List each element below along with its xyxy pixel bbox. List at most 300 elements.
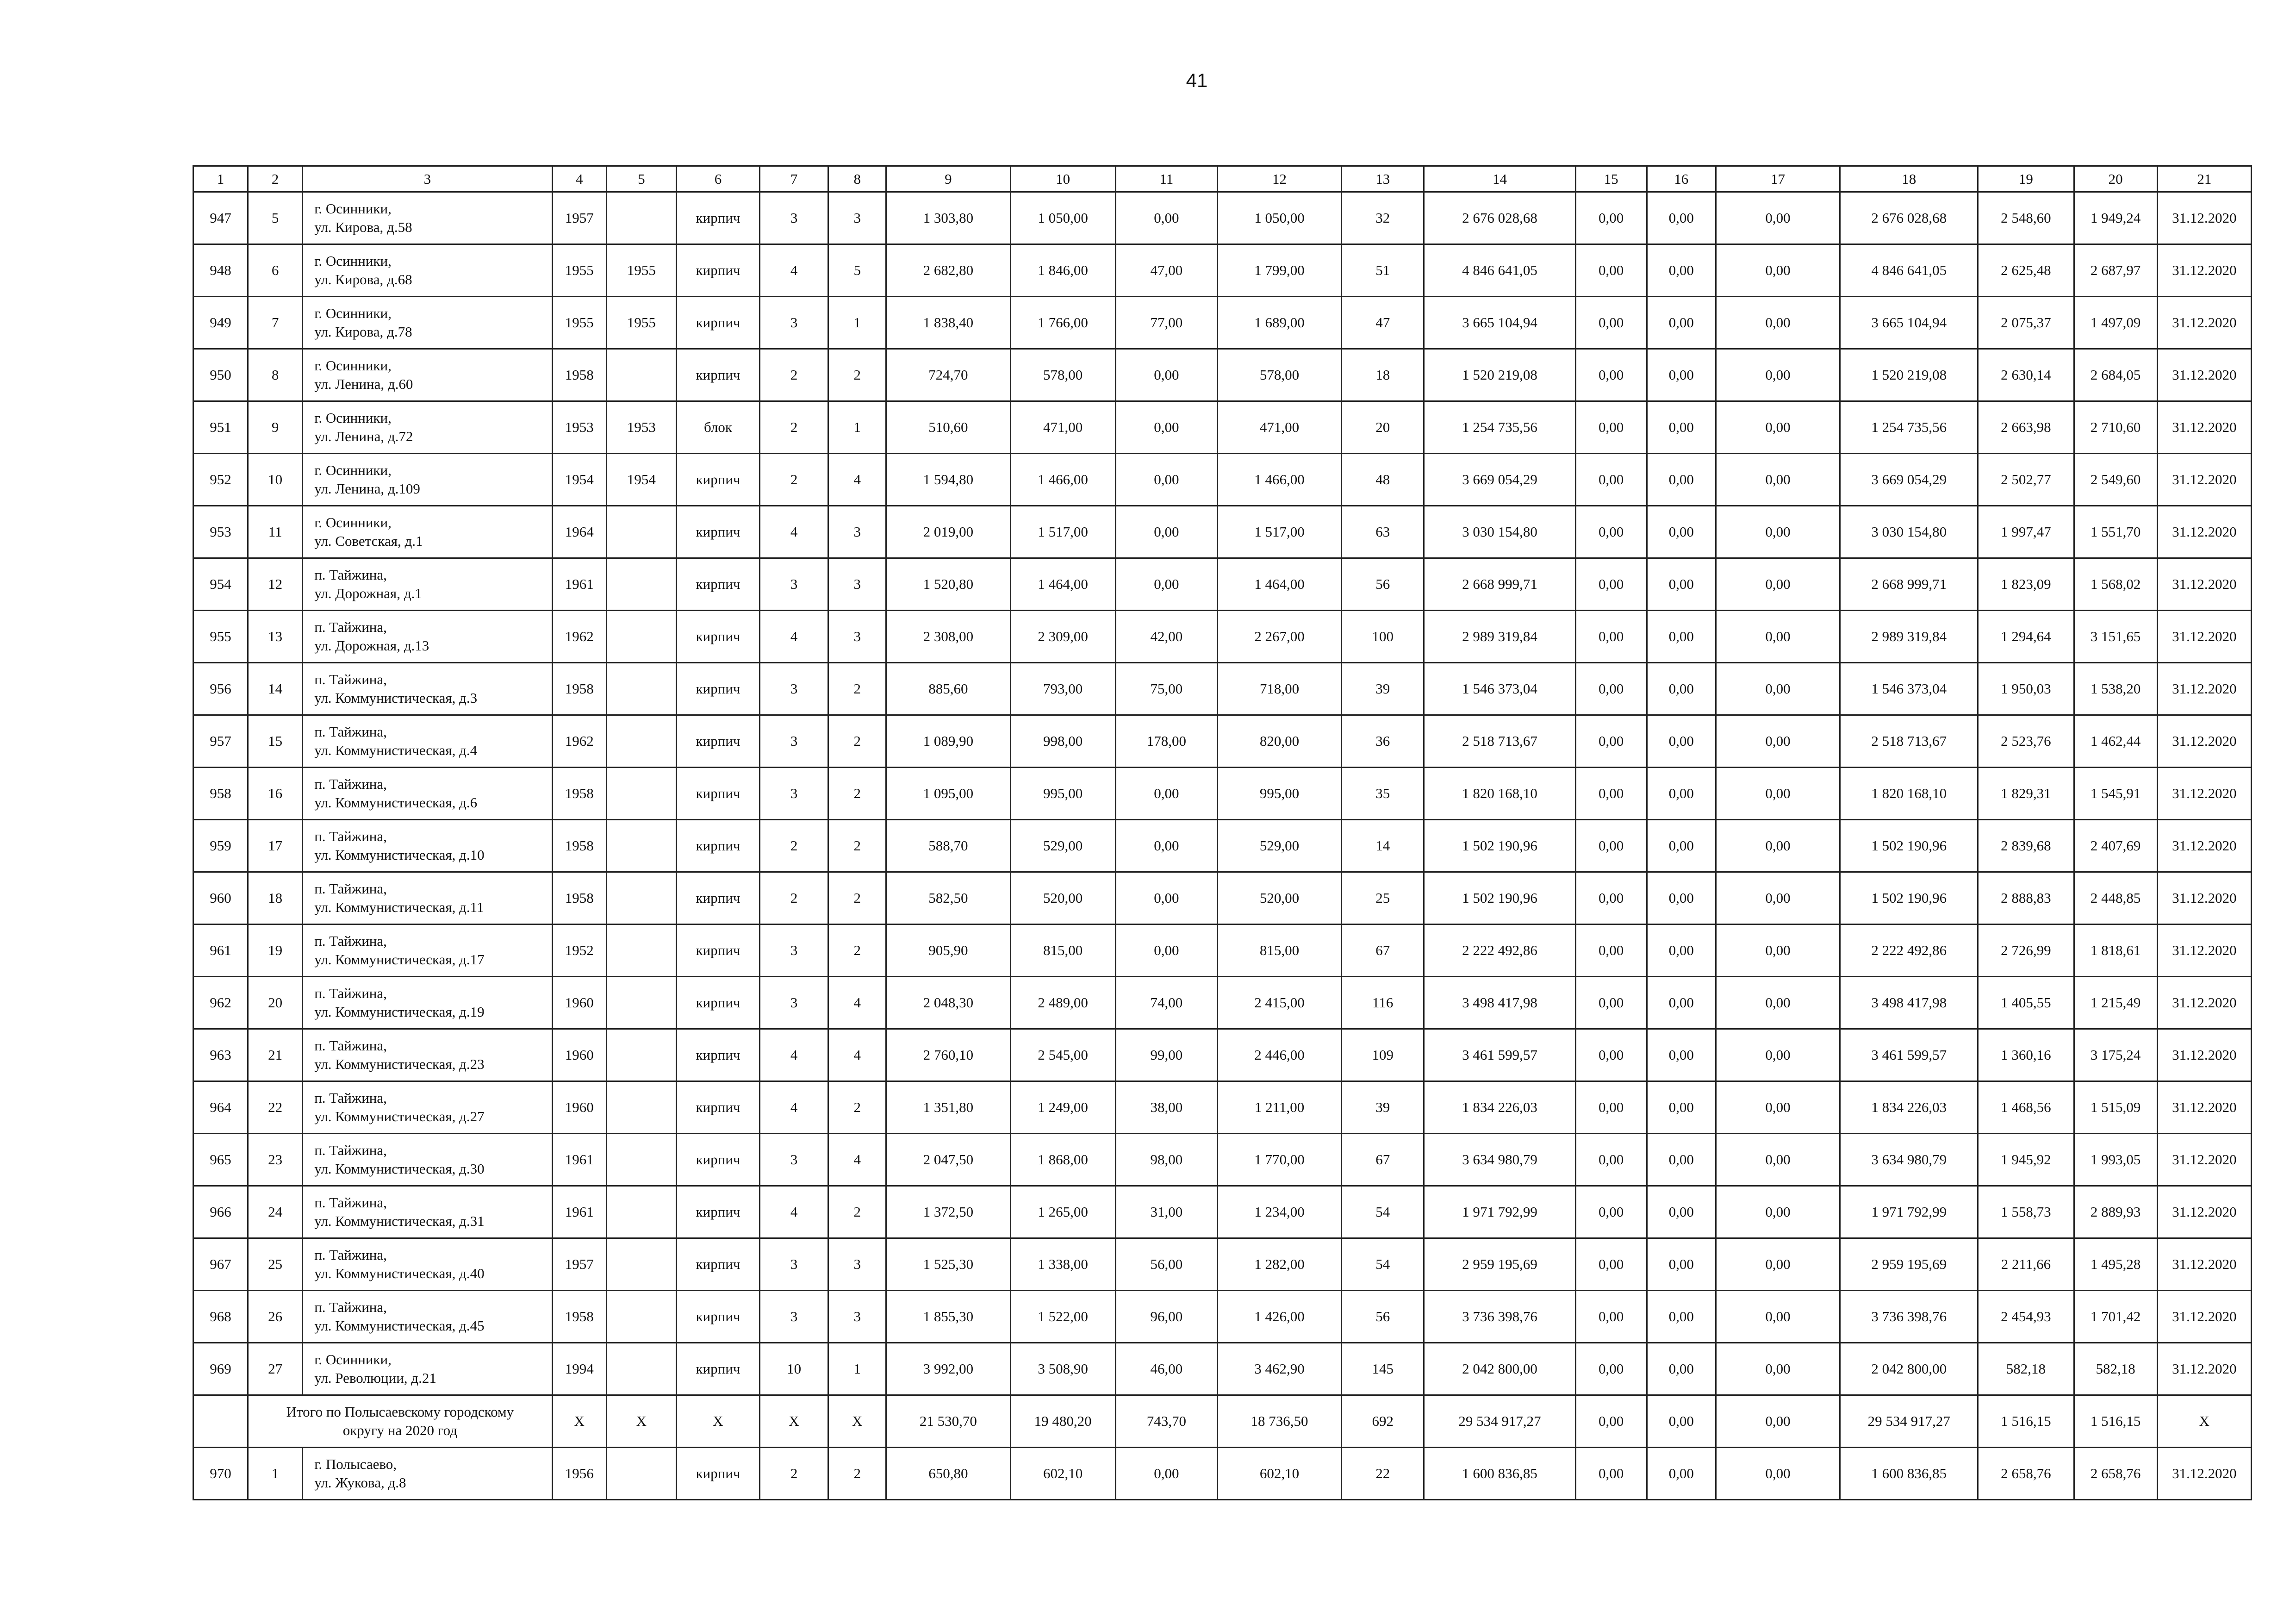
value-cell: 2 bbox=[828, 1081, 886, 1134]
item-number-cell: 16 bbox=[248, 768, 303, 820]
value-cell: 582,18 bbox=[2074, 1343, 2157, 1395]
address-cell bbox=[303, 872, 552, 924]
value-cell: 0,00 bbox=[1575, 1029, 1647, 1081]
value-cell: 5 bbox=[828, 244, 886, 297]
value-cell: 0,00 bbox=[1575, 820, 1647, 872]
value-cell: 31.12.2020 bbox=[2157, 663, 2251, 715]
value-cell: 2 663,98 bbox=[1978, 401, 2074, 454]
value-cell: 0,00 bbox=[1716, 611, 1840, 663]
value-cell: 31.12.2020 bbox=[2157, 924, 2251, 977]
address-cell bbox=[303, 977, 552, 1029]
row-number-cell: 947 bbox=[193, 192, 248, 244]
value-cell: 1 502 190,96 bbox=[1840, 820, 1978, 872]
address-locality: п. Тайжина, bbox=[314, 985, 387, 1001]
address-locality: п. Тайжина, bbox=[314, 1194, 387, 1211]
value-cell: 0,00 bbox=[1575, 558, 1647, 611]
total-value-cell: 1 516,15 bbox=[2074, 1395, 2157, 1448]
value-cell: 1 497,09 bbox=[2074, 297, 2157, 349]
value-cell: 0,00 bbox=[1716, 297, 1840, 349]
value-cell: 1 770,00 bbox=[1217, 1134, 1341, 1186]
value-cell: 1955 bbox=[606, 244, 676, 297]
row-number-cell: 949 bbox=[193, 297, 248, 349]
value-cell: 905,90 bbox=[886, 924, 1010, 977]
item-number-cell: 24 bbox=[248, 1186, 303, 1238]
column-number-cell: 10 bbox=[1010, 166, 1115, 192]
address-locality: п. Тайжина, bbox=[314, 1142, 387, 1158]
value-cell: 995,00 bbox=[1217, 768, 1341, 820]
value-cell bbox=[606, 1238, 676, 1291]
table-row bbox=[193, 924, 2252, 977]
value-cell: 31.12.2020 bbox=[2157, 349, 2251, 401]
item-number-cell: 22 bbox=[248, 1081, 303, 1134]
value-cell bbox=[606, 715, 676, 768]
value-cell: 578,00 bbox=[1217, 349, 1341, 401]
value-cell: 2 989 319,84 bbox=[1840, 611, 1978, 663]
address-street: ул. Ленина, д.72 bbox=[314, 428, 413, 444]
total-value-cell: X bbox=[760, 1395, 828, 1448]
address-street: ул. Ленина, д.60 bbox=[314, 376, 413, 392]
empty-cell bbox=[193, 1395, 248, 1448]
row-number-cell: 951 bbox=[193, 401, 248, 454]
value-cell: 47,00 bbox=[1115, 244, 1217, 297]
value-cell: 1960 bbox=[552, 1029, 606, 1081]
value-cell: 31.12.2020 bbox=[2157, 192, 2251, 244]
value-cell: 2 415,00 bbox=[1217, 977, 1341, 1029]
value-cell: 98,00 bbox=[1115, 1134, 1217, 1186]
value-cell: 2 bbox=[760, 401, 828, 454]
value-cell: 3 bbox=[760, 715, 828, 768]
value-cell: 0,00 bbox=[1115, 192, 1217, 244]
value-cell: 3 bbox=[760, 1291, 828, 1343]
address-street: ул. Коммунистическая, д.6 bbox=[314, 794, 478, 811]
value-cell: 1 701,42 bbox=[2074, 1291, 2157, 1343]
value-cell: 99,00 bbox=[1115, 1029, 1217, 1081]
value-cell: кирпич bbox=[676, 297, 759, 349]
address-locality: п. Тайжина, bbox=[314, 1247, 387, 1263]
value-cell: 2 bbox=[828, 924, 886, 977]
value-cell: 0,00 bbox=[1575, 1186, 1647, 1238]
address-locality: п. Тайжина, bbox=[314, 828, 387, 844]
value-cell: 2 518 713,67 bbox=[1424, 715, 1575, 768]
value-cell: 0,00 bbox=[1647, 768, 1716, 820]
row-number-cell: 961 bbox=[193, 924, 248, 977]
value-cell: 1 834 226,03 bbox=[1424, 1081, 1575, 1134]
value-cell: 31.12.2020 bbox=[2157, 558, 2251, 611]
address-cell bbox=[303, 715, 552, 768]
value-cell: кирпич bbox=[676, 1186, 759, 1238]
value-cell: 67 bbox=[1342, 924, 1424, 977]
address-cell bbox=[303, 1029, 552, 1081]
value-cell: 1 820 168,10 bbox=[1840, 768, 1978, 820]
item-number-cell: 7 bbox=[248, 297, 303, 349]
address-cell bbox=[303, 1448, 552, 1500]
value-cell bbox=[606, 192, 676, 244]
address-cell bbox=[303, 506, 552, 558]
value-cell: 1958 bbox=[552, 1291, 606, 1343]
value-cell: кирпич bbox=[676, 558, 759, 611]
table-row bbox=[193, 1448, 2252, 1500]
value-cell: 1 464,00 bbox=[1217, 558, 1341, 611]
value-cell: 3 bbox=[828, 192, 886, 244]
value-cell: 1952 bbox=[552, 924, 606, 977]
address-cell bbox=[303, 1291, 552, 1343]
value-cell: 0,00 bbox=[1647, 349, 1716, 401]
value-cell: 471,00 bbox=[1217, 401, 1341, 454]
item-number-cell: 18 bbox=[248, 872, 303, 924]
table-row bbox=[193, 663, 2252, 715]
value-cell: 1 bbox=[828, 401, 886, 454]
address-street: ул. Дорожная, д.13 bbox=[314, 637, 429, 654]
value-cell bbox=[606, 1134, 676, 1186]
value-cell: 1955 bbox=[552, 297, 606, 349]
value-cell: кирпич bbox=[676, 1343, 759, 1395]
value-cell: 471,00 bbox=[1010, 401, 1115, 454]
value-cell: 1958 bbox=[552, 768, 606, 820]
value-cell: 885,60 bbox=[886, 663, 1010, 715]
value-cell: 0,00 bbox=[1575, 977, 1647, 1029]
address-locality: г. Осинники, bbox=[314, 514, 392, 531]
value-cell: 0,00 bbox=[1716, 1448, 1840, 1500]
address-street: ул. Советская, д.1 bbox=[314, 533, 423, 549]
value-cell: 0,00 bbox=[1647, 1291, 1716, 1343]
value-cell: 1961 bbox=[552, 1186, 606, 1238]
value-cell: 3 992,00 bbox=[886, 1343, 1010, 1395]
value-cell: 116 bbox=[1342, 977, 1424, 1029]
value-cell: 1 502 190,96 bbox=[1424, 872, 1575, 924]
value-cell: 2 bbox=[760, 454, 828, 506]
value-cell: 2 bbox=[760, 1448, 828, 1500]
value-cell: 820,00 bbox=[1217, 715, 1341, 768]
value-cell: 3 030 154,80 bbox=[1424, 506, 1575, 558]
value-cell: 0,00 bbox=[1716, 401, 1840, 454]
row-number-cell: 969 bbox=[193, 1343, 248, 1395]
value-cell: 578,00 bbox=[1010, 349, 1115, 401]
value-cell: 0,00 bbox=[1575, 872, 1647, 924]
value-cell: 2 625,48 bbox=[1978, 244, 2074, 297]
value-cell: 724,70 bbox=[886, 349, 1010, 401]
value-cell: 1957 bbox=[552, 1238, 606, 1291]
value-cell: 1 855,30 bbox=[886, 1291, 1010, 1343]
row-number-cell: 959 bbox=[193, 820, 248, 872]
value-cell: 1 538,20 bbox=[2074, 663, 2157, 715]
value-cell: 1 bbox=[828, 1343, 886, 1395]
value-cell: 3 bbox=[760, 192, 828, 244]
value-cell: 0,00 bbox=[1716, 977, 1840, 1029]
item-number-cell: 27 bbox=[248, 1343, 303, 1395]
value-cell: 0,00 bbox=[1115, 401, 1217, 454]
value-cell: 3 175,24 bbox=[2074, 1029, 2157, 1081]
value-cell: 520,00 bbox=[1010, 872, 1115, 924]
total-label-line: округу на 2020 год bbox=[342, 1422, 458, 1438]
value-cell: 1 829,31 bbox=[1978, 768, 2074, 820]
address-street: ул. Коммунистическая, д.30 bbox=[314, 1161, 485, 1177]
column-number-cell: 15 bbox=[1575, 166, 1647, 192]
value-cell: 2 549,60 bbox=[2074, 454, 2157, 506]
value-cell: 1 234,00 bbox=[1217, 1186, 1341, 1238]
value-cell: 31,00 bbox=[1115, 1186, 1217, 1238]
value-cell: 0,00 bbox=[1647, 401, 1716, 454]
value-cell: 3 151,65 bbox=[2074, 611, 2157, 663]
value-cell: 2 687,97 bbox=[2074, 244, 2157, 297]
total-value-cell: X bbox=[2157, 1395, 2251, 1448]
value-cell: 31.12.2020 bbox=[2157, 506, 2251, 558]
value-cell: 1 546 373,04 bbox=[1424, 663, 1575, 715]
column-number-cell: 4 bbox=[552, 166, 606, 192]
address-street: ул. Дорожная, д.1 bbox=[314, 585, 422, 601]
row-number-cell: 970 bbox=[193, 1448, 248, 1500]
value-cell: 2 bbox=[760, 820, 828, 872]
address-locality: п. Тайжина, bbox=[314, 567, 387, 583]
value-cell: кирпич bbox=[676, 244, 759, 297]
value-cell: 0,00 bbox=[1647, 244, 1716, 297]
value-cell: 31.12.2020 bbox=[2157, 1134, 2251, 1186]
total-value-cell: 692 bbox=[1342, 1395, 1424, 1448]
value-cell: 31.12.2020 bbox=[2157, 1291, 2251, 1343]
value-cell: 3 665 104,94 bbox=[1840, 297, 1978, 349]
value-cell: 1964 bbox=[552, 506, 606, 558]
value-cell: 0,00 bbox=[1115, 349, 1217, 401]
total-label-line: Итого по Полысаевскому городскому bbox=[286, 1404, 514, 1420]
value-cell: 650,80 bbox=[886, 1448, 1010, 1500]
value-cell bbox=[606, 872, 676, 924]
value-cell: 0,00 bbox=[1716, 244, 1840, 297]
address-locality: п. Тайжина, bbox=[314, 881, 387, 897]
value-cell: 3 462,90 bbox=[1217, 1343, 1341, 1395]
value-cell: 4 846 641,05 bbox=[1840, 244, 1978, 297]
total-value-cell: X bbox=[552, 1395, 606, 1448]
value-cell: 0,00 bbox=[1115, 924, 1217, 977]
value-cell: 3 498 417,98 bbox=[1840, 977, 1978, 1029]
address-cell bbox=[303, 297, 552, 349]
value-cell: 0,00 bbox=[1716, 1291, 1840, 1343]
address-cell bbox=[303, 244, 552, 297]
item-number-cell: 11 bbox=[248, 506, 303, 558]
value-cell: 1 360,16 bbox=[1978, 1029, 2074, 1081]
value-cell: 0,00 bbox=[1647, 1134, 1716, 1186]
table-row bbox=[193, 611, 2252, 663]
row-number-cell: 965 bbox=[193, 1134, 248, 1186]
value-cell: 1961 bbox=[552, 1134, 606, 1186]
value-cell: 0,00 bbox=[1716, 820, 1840, 872]
address-locality: г. Осинники, bbox=[314, 357, 392, 374]
value-cell: 0,00 bbox=[1716, 1343, 1840, 1395]
value-cell: 56 bbox=[1342, 1291, 1424, 1343]
value-cell: 1 838,40 bbox=[886, 297, 1010, 349]
table-row bbox=[193, 1238, 2252, 1291]
value-cell: 2 676 028,68 bbox=[1840, 192, 1978, 244]
value-cell: 3 bbox=[828, 558, 886, 611]
value-cell: 1 466,00 bbox=[1217, 454, 1341, 506]
value-cell: 2 518 713,67 bbox=[1840, 715, 1978, 768]
item-number-cell: 15 bbox=[248, 715, 303, 768]
row-number-cell: 957 bbox=[193, 715, 248, 768]
value-cell: 2 839,68 bbox=[1978, 820, 2074, 872]
table-row bbox=[193, 454, 2252, 506]
value-cell: 0,00 bbox=[1575, 297, 1647, 349]
value-cell: 3 461 599,57 bbox=[1424, 1029, 1575, 1081]
value-cell: 1 303,80 bbox=[886, 192, 1010, 244]
value-cell bbox=[606, 663, 676, 715]
row-number-cell: 950 bbox=[193, 349, 248, 401]
value-cell: 0,00 bbox=[1575, 506, 1647, 558]
table-row bbox=[193, 192, 2252, 244]
housing-table bbox=[193, 165, 2252, 1500]
value-cell: 1 211,00 bbox=[1217, 1081, 1341, 1134]
value-cell: 22 bbox=[1342, 1448, 1424, 1500]
value-cell: 602,10 bbox=[1217, 1448, 1341, 1500]
value-cell: 3 bbox=[828, 1238, 886, 1291]
value-cell: 1 466,00 bbox=[1010, 454, 1115, 506]
address-street: ул. Коммунистическая, д.11 bbox=[314, 899, 484, 915]
value-cell: кирпич bbox=[676, 924, 759, 977]
value-cell: 2 502,77 bbox=[1978, 454, 2074, 506]
value-cell: 0,00 bbox=[1647, 297, 1716, 349]
total-value-cell: 0,00 bbox=[1575, 1395, 1647, 1448]
value-cell: 0,00 bbox=[1716, 454, 1840, 506]
value-cell: 2 989 319,84 bbox=[1424, 611, 1575, 663]
column-number-cell: 12 bbox=[1217, 166, 1341, 192]
value-cell: 2 454,93 bbox=[1978, 1291, 2074, 1343]
value-cell: 529,00 bbox=[1010, 820, 1115, 872]
address-cell bbox=[303, 1186, 552, 1238]
value-cell: 3 bbox=[760, 768, 828, 820]
value-cell: 2 407,69 bbox=[2074, 820, 2157, 872]
address-cell bbox=[303, 454, 552, 506]
value-cell: 0,00 bbox=[1575, 1448, 1647, 1500]
value-cell: 31.12.2020 bbox=[2157, 977, 2251, 1029]
value-cell: 2 446,00 bbox=[1217, 1029, 1341, 1081]
value-cell: 1962 bbox=[552, 611, 606, 663]
row-number-cell: 968 bbox=[193, 1291, 248, 1343]
value-cell: 1 520 219,08 bbox=[1424, 349, 1575, 401]
address-locality: г. Осинники, bbox=[314, 410, 392, 426]
total-value-cell: X bbox=[606, 1395, 676, 1448]
value-cell: 3 736 398,76 bbox=[1840, 1291, 1978, 1343]
item-number-cell: 12 bbox=[248, 558, 303, 611]
value-cell: 1 551,70 bbox=[2074, 506, 2157, 558]
value-cell: 1 997,47 bbox=[1978, 506, 2074, 558]
value-cell: 1 545,91 bbox=[2074, 768, 2157, 820]
value-cell: 109 bbox=[1342, 1029, 1424, 1081]
address-cell bbox=[303, 1134, 552, 1186]
value-cell: 3 bbox=[760, 558, 828, 611]
value-cell: 2 075,37 bbox=[1978, 297, 2074, 349]
total-value-cell: X bbox=[676, 1395, 759, 1448]
value-cell: 3 bbox=[828, 1291, 886, 1343]
value-cell: 31.12.2020 bbox=[2157, 1343, 2251, 1395]
value-cell: 0,00 bbox=[1716, 506, 1840, 558]
value-cell: 48 bbox=[1342, 454, 1424, 506]
value-cell: 0,00 bbox=[1716, 1238, 1840, 1291]
row-number-cell: 963 bbox=[193, 1029, 248, 1081]
value-cell: 0,00 bbox=[1647, 506, 1716, 558]
value-cell: 1962 bbox=[552, 715, 606, 768]
item-number-cell: 17 bbox=[248, 820, 303, 872]
value-cell: 1 600 836,85 bbox=[1840, 1448, 1978, 1500]
address-cell bbox=[303, 768, 552, 820]
value-cell: 20 bbox=[1342, 401, 1424, 454]
value-cell: 31.12.2020 bbox=[2157, 820, 2251, 872]
value-cell: 2 668 999,71 bbox=[1424, 558, 1575, 611]
value-cell: 2 bbox=[828, 820, 886, 872]
value-cell bbox=[606, 924, 676, 977]
value-cell: 0,00 bbox=[1115, 820, 1217, 872]
address-street: ул. Коммунистическая, д.3 bbox=[314, 690, 478, 706]
item-number-cell: 1 bbox=[248, 1448, 303, 1500]
value-cell: 1 351,80 bbox=[886, 1081, 1010, 1134]
value-cell: кирпич bbox=[676, 1238, 759, 1291]
value-cell: 1955 bbox=[552, 244, 606, 297]
value-cell: 47 bbox=[1342, 297, 1424, 349]
value-cell: 1955 bbox=[606, 297, 676, 349]
value-cell: 0,00 bbox=[1115, 506, 1217, 558]
table-row bbox=[193, 349, 2252, 401]
value-cell: 4 bbox=[760, 1081, 828, 1134]
value-cell: 0,00 bbox=[1647, 924, 1716, 977]
value-cell: 1953 bbox=[606, 401, 676, 454]
value-cell: 56 bbox=[1342, 558, 1424, 611]
value-cell bbox=[606, 1343, 676, 1395]
column-number-cell: 11 bbox=[1115, 166, 1217, 192]
value-cell: 1994 bbox=[552, 1343, 606, 1395]
value-cell: 2 bbox=[828, 1448, 886, 1500]
value-cell: 0,00 bbox=[1647, 872, 1716, 924]
value-cell: 1 254 735,56 bbox=[1424, 401, 1575, 454]
value-cell: 1 594,80 bbox=[886, 454, 1010, 506]
value-cell: 31.12.2020 bbox=[2157, 1238, 2251, 1291]
row-number-cell: 948 bbox=[193, 244, 248, 297]
value-cell: 1 818,61 bbox=[2074, 924, 2157, 977]
address-street: ул. Коммунистическая, д.10 bbox=[314, 847, 485, 863]
value-cell: 1 520,80 bbox=[886, 558, 1010, 611]
item-number-cell: 5 bbox=[248, 192, 303, 244]
value-cell: 4 bbox=[760, 611, 828, 663]
value-cell: 1958 bbox=[552, 349, 606, 401]
row-number-cell: 955 bbox=[193, 611, 248, 663]
value-cell: 2 048,30 bbox=[886, 977, 1010, 1029]
column-number-cell: 14 bbox=[1424, 166, 1575, 192]
value-cell: 2 630,14 bbox=[1978, 349, 2074, 401]
value-cell: 2 222 492,86 bbox=[1840, 924, 1978, 977]
table-row bbox=[193, 1134, 2252, 1186]
value-cell: кирпич bbox=[676, 506, 759, 558]
total-value-cell: 29 534 917,27 bbox=[1424, 1395, 1575, 1448]
value-cell: 0,00 bbox=[1575, 192, 1647, 244]
value-cell: 4 bbox=[760, 1186, 828, 1238]
total-row bbox=[193, 1395, 2252, 1448]
address-locality: п. Тайжина, bbox=[314, 1090, 387, 1106]
value-cell: 1 950,03 bbox=[1978, 663, 2074, 715]
value-cell: блок bbox=[676, 401, 759, 454]
address-locality: п. Тайжина, bbox=[314, 933, 387, 949]
value-cell: 2 682,80 bbox=[886, 244, 1010, 297]
value-cell: 3 bbox=[760, 1134, 828, 1186]
value-cell: 4 846 641,05 bbox=[1424, 244, 1575, 297]
address-cell bbox=[303, 611, 552, 663]
value-cell: кирпич bbox=[676, 1291, 759, 1343]
value-cell: 588,70 bbox=[886, 820, 1010, 872]
value-cell: 1 846,00 bbox=[1010, 244, 1115, 297]
value-cell: 1 945,92 bbox=[1978, 1134, 2074, 1186]
value-cell: 35 bbox=[1342, 768, 1424, 820]
value-cell: 1 799,00 bbox=[1217, 244, 1341, 297]
value-cell: 1 426,00 bbox=[1217, 1291, 1341, 1343]
value-cell: кирпич bbox=[676, 872, 759, 924]
value-cell: 31.12.2020 bbox=[2157, 611, 2251, 663]
value-cell: 1 600 836,85 bbox=[1424, 1448, 1575, 1500]
value-cell: кирпич bbox=[676, 1029, 759, 1081]
value-cell: 1954 bbox=[606, 454, 676, 506]
